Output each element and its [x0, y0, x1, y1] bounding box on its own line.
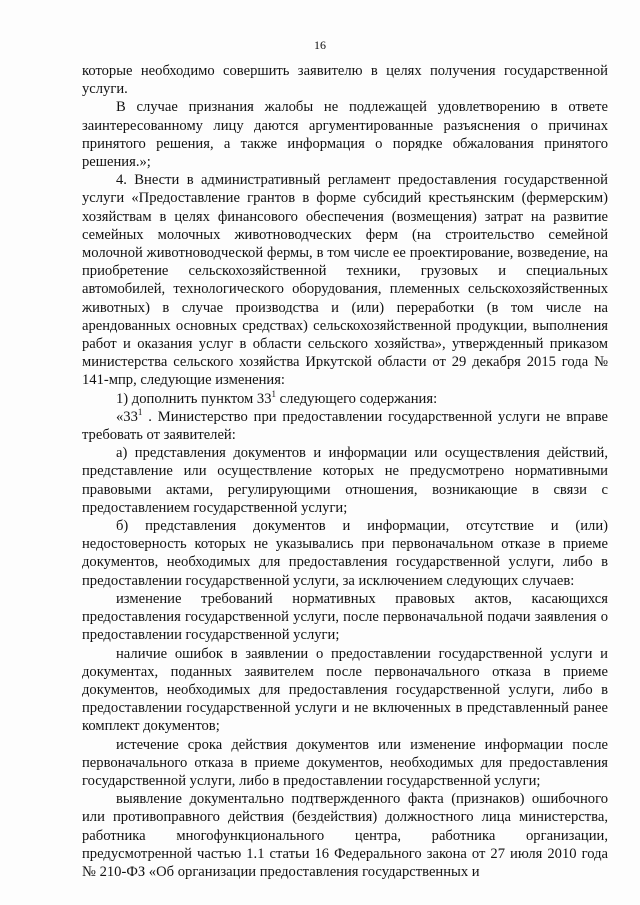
paragraph-5	[82, 408, 608, 444]
paragraph-4-text-start: 1) дополнить пунктом 33	[116, 390, 272, 407]
paragraph-10: истечение срока действия документов или изменение информации после первоначального отказа в приеме документов, необходимых для предоставления государственной услуги, либо в предоставлении государственной услуги;	[82, 736, 608, 789]
paragraph-5-text-start: «33	[116, 408, 138, 425]
paragraph-8: изменение требований нормативных правовых актов, касающихся предоставления государственной услуги, после первоначальной подачи заявления о предоставлении государственной услуги;	[82, 590, 608, 644]
paragraph-1: которые необходимо совершить заявителю в целях получения государственной услуги.	[82, 63, 608, 98]
paragraph-5-superscript: 1	[137, 407, 143, 417]
paragraph-6: а) представления документов и информации или осуществления действий, представление или осуществление которых не предусмотрено нормативными правовыми актами, регулирующими отношения, возникающие в связи с предоставлением государственной услуги;	[82, 445, 608, 516]
paragraph-4-superscript: 1	[271, 388, 277, 399]
paragraph-5-text-end: . Министерство при предоставлении государственной услуги не вправе требовать от заявителей:	[82, 408, 608, 444]
paragraph-11: выявление документально подтвержденного факта (признаков) ошибочного или противоправного действия (бездействия) должностного лица министерства, работника многофункционального центра, работника организации, предусмотренной частью 1.1 статьи 16 Федерального закона от 27 июля 2010 года № 210-ФЗ «Об организации предоставления государственных и	[82, 791, 608, 880]
paragraph-4	[82, 390, 608, 408]
page-number: 16	[314, 38, 326, 52]
paragraph-2: В случае признания жалобы не подлежащей удовлетворению в ответе заинтересованному лицу даются аргументированные разъяснения о причинах принятого решения, а также информация о порядке обжалования принятого решения.»;	[82, 99, 608, 171]
paragraph-4-text-end: следующего содержания:	[276, 390, 438, 407]
paragraph-9: наличие ошибок в заявлении о предоставлении государственной услуги и документах, поданных заявителем после первоначального отказа в приеме документов, необходимых для предоставления государственной услуги, либо в предоставлении государственной услуги и не включенных в представленный ранее комплект документов;	[82, 645, 608, 735]
document-body	[82, 62, 608, 881]
paragraph-7: б) представления документов и информации, отсутствие и (или) недостоверность которых не указывались при первоначальном отказе в приеме документов, необходимых для предоставления государственной услуги, либо в предоставлении государственной услуги, за исключением следующих случаев:	[82, 518, 608, 589]
paragraph-3: 4. Внести в административный регламент предоставления государственной услуги «Предоставление грантов в форме субсидий крестьянским (фермерским) хозяйствам в целях финансового обеспечения (возмещения) затрат на развитие семейных молочных животноводческих ферм (на строительство семейной молочной животноводческой фермы, в том числе ее проектирование, возведение, на приобретение сельскохозяйственной техники, грузовых и специальных автомобилей, технологического оборудования, племенных сельскохозяйственных животных) в случае производства и (или) переработки (в том числе на арендованных основных средствах) сельскохозяйственной продукции, выполнения работ и оказания услуг в области сельского хозяйства», утвержденный приказом министерства сельского хозяйства Иркутской области от 29 декабря 2015 года № 141-мпр, следующие изменения:	[82, 172, 608, 389]
